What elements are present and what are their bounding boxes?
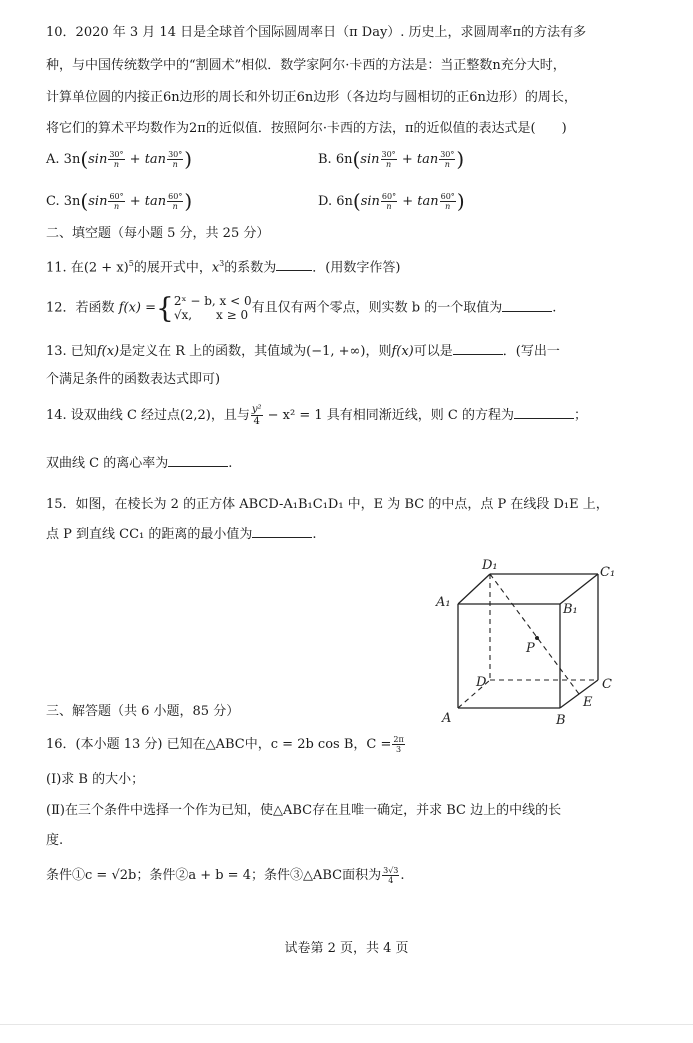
frac-den: 4 bbox=[253, 416, 260, 427]
page-footer: 试卷第 2 页，共 4 页 bbox=[284, 941, 409, 956]
edge-b1c1 bbox=[560, 574, 598, 604]
q11 bbox=[46, 255, 400, 277]
q10-line2: 种，与中国传统数学中的“割圆术”相似．数学家阿尔·卡西的方法是：当正整数n充分大时， bbox=[46, 58, 566, 73]
sin-text: sin bbox=[360, 194, 380, 209]
label-p: P bbox=[526, 641, 535, 656]
label-c: C bbox=[602, 677, 612, 692]
edge-a1d1 bbox=[458, 574, 490, 604]
label-c1: C₁ bbox=[600, 565, 616, 580]
q14-line2 bbox=[46, 454, 232, 473]
label-a: A bbox=[442, 711, 452, 726]
tan-text: tan bbox=[144, 152, 167, 167]
q14-line1 bbox=[46, 404, 587, 427]
q13-text-c: 可以是 bbox=[413, 344, 453, 359]
q13-fx: f(x) bbox=[96, 344, 120, 359]
q14-mid: − x² = 1 具有相同渐近线，则 C 的方程为 bbox=[263, 408, 514, 423]
answer-blank bbox=[276, 258, 312, 271]
q12-tail: . bbox=[552, 300, 557, 316]
frac-den: n bbox=[172, 202, 178, 211]
tan-text: tan bbox=[144, 194, 167, 209]
q13-text-d: ．(写出一 bbox=[502, 344, 560, 359]
q16-tail: . bbox=[400, 868, 405, 883]
frac-den: 3 bbox=[395, 745, 402, 754]
tan-text: tan bbox=[417, 194, 439, 209]
frac-num: 30° bbox=[109, 150, 124, 159]
frac-den: n bbox=[444, 160, 450, 169]
q12-case2: √x, x ≥ 0 bbox=[173, 308, 249, 322]
option-label: C. bbox=[46, 194, 60, 209]
q10-option-d: D. 6n(sin $\frac{60^\circ}{n}$ + tan $\frac{60^\circ}{n}$ ) bbox=[318, 189, 465, 213]
q12-case1: 2ˣ − b, x < 0 bbox=[173, 294, 252, 308]
answer-blank bbox=[168, 454, 228, 467]
q10-line3: 计算单位圆的内接正6n边形的周长和外切正6n边形（各边均与圆相切的正6n边形）的周长， bbox=[46, 90, 577, 105]
option-coef: 3n bbox=[63, 152, 81, 167]
q13-line2: 个满足条件的函数表达式即可) bbox=[46, 372, 221, 387]
section-3-heading: 三、解答题（共 6 小题，85 分） bbox=[46, 704, 240, 719]
frac-num: 30° bbox=[381, 150, 396, 159]
q15-tail: . bbox=[312, 527, 317, 542]
q11-expr: (2 + x) bbox=[83, 260, 129, 276]
q11-vexp: 3 bbox=[219, 259, 225, 268]
option-coef: 6n bbox=[335, 152, 353, 167]
frac-den: n bbox=[386, 202, 392, 211]
option-label: D. bbox=[318, 194, 333, 209]
section-2-heading: 二、填空题（每小题 5 分，共 25 分） bbox=[46, 226, 270, 241]
plus-text: + bbox=[397, 152, 417, 167]
q11-post: 的系数为 bbox=[224, 260, 277, 276]
answer-blank bbox=[514, 406, 574, 419]
frac-den: 4 bbox=[388, 876, 394, 885]
label-b: B bbox=[556, 713, 566, 728]
answer-blank bbox=[453, 342, 503, 355]
frac-num: 60° bbox=[109, 192, 124, 201]
q12: 12．若函数 f(x) ={ 2ˣ − b, x < 0 √x, x ≥ 0 有且仅有两个零点，则实数 b 的一个取值为 . bbox=[46, 291, 557, 325]
point-p bbox=[535, 636, 539, 640]
answer-blank bbox=[502, 299, 552, 312]
q11-exp: 5 bbox=[128, 259, 134, 268]
q11-tail: ．(用数字作答) bbox=[312, 260, 401, 276]
frac-den: n bbox=[445, 202, 451, 211]
q16-part2: (Ⅱ)在三个条件中选择一个作为已知，使△ABC存在且唯一确定，并求 BC 边上的中线的长 bbox=[46, 803, 562, 818]
frac-den: n bbox=[172, 160, 178, 169]
q11-pre: 11. 在 bbox=[46, 260, 84, 276]
q16-part2-cont: 度. bbox=[46, 833, 64, 848]
frac-den: n bbox=[386, 160, 392, 169]
q10-option-b: B. 6n(sin $\frac{30^\circ}{n}$ + tan $\frac{30^\circ}{n}$ ) bbox=[318, 147, 465, 171]
q16-head bbox=[46, 735, 406, 754]
frac-num: 60° bbox=[381, 192, 397, 201]
q13-text-a: 13. 已知 bbox=[46, 344, 97, 359]
sin-text: sin bbox=[360, 152, 380, 167]
q16-head-text: 16．(本小题 13 分) 已知在△ABC中，c = 2b cos B，C = bbox=[46, 737, 392, 752]
q15-line2-text: 点 P 到直线 CC₁ 的距离的最小值为 bbox=[46, 527, 253, 542]
option-coef: 6n bbox=[336, 194, 353, 209]
frac-num: 30° bbox=[168, 150, 183, 159]
plus-text: + bbox=[398, 194, 418, 209]
q12-post: 有且仅有两个零点，则实数 b 的一个取值为 bbox=[251, 300, 503, 316]
q15-line2 bbox=[46, 525, 317, 544]
q11-var: x bbox=[211, 260, 220, 276]
q10-line4: 将它们的算术平均数作为2π的近似值．按照阿尔·卡西的方法，π的近似值的表达式是( ) bbox=[46, 121, 567, 136]
frac-num: y² bbox=[251, 404, 262, 415]
frac-num: 60° bbox=[168, 192, 183, 201]
bottom-divider bbox=[0, 1024, 693, 1025]
q10-line1: 10．2020 年 3 月 14 日是全球首个国际圆周率日（π Day）. 历史上，求圆周率π的方法有多 bbox=[46, 25, 587, 40]
label-e: E bbox=[583, 695, 593, 710]
option-coef: 3n bbox=[63, 194, 81, 209]
q13-text-b: 是定义在 R 上的函数，其值域为(−1, +∞)，则 bbox=[119, 344, 392, 359]
q14-line2-text: 双曲线 C 的离心率为 bbox=[46, 456, 169, 471]
q11-mid: 的展开式中， bbox=[133, 260, 212, 276]
frac-num: 60° bbox=[440, 192, 455, 201]
label-d: D bbox=[476, 675, 487, 690]
q13-fx2: f(x) bbox=[391, 344, 414, 359]
q10-option-a: A. 3n(sin $\frac{30^\circ}{n}$ + tan $\frac{30^\circ}{n}$ ) bbox=[46, 147, 193, 171]
plus-text: + bbox=[125, 152, 145, 167]
q15-line1: 15．如图，在棱长为 2 的正方体 ABCD-A₁B₁C₁D₁ 中，E 为 BC 的中点，点 P 在线段 D₁E 上， bbox=[46, 497, 609, 512]
q16-cond-text: 条件①c = √2b；条件②a + b = 4；条件③△ABC面积为 bbox=[46, 868, 382, 883]
frac-num: 30° bbox=[440, 150, 455, 159]
q10-option-c: C. 3n(sin $\frac{60^\circ}{n}$ + tan $\frac{60^\circ}{n}$ ) bbox=[46, 189, 193, 213]
sin-text: sin bbox=[88, 152, 108, 167]
q16-part1: (Ⅰ)求 B 的大小； bbox=[46, 772, 145, 787]
label-a1: A₁ bbox=[436, 595, 451, 610]
q13-line1 bbox=[46, 342, 560, 361]
q12-pre: 12．若函数 bbox=[46, 300, 115, 316]
label-d1: D₁ bbox=[482, 558, 498, 573]
q14-pre: 14. 设双曲线 C 经过点(2,2)，且与 bbox=[46, 408, 250, 423]
option-label: A. bbox=[46, 152, 60, 167]
q16-conditions bbox=[46, 866, 405, 885]
q14-semi: ； bbox=[574, 408, 588, 423]
tan-text: tan bbox=[416, 152, 439, 167]
frac-den: n bbox=[113, 160, 120, 169]
frac-num: 3√3 bbox=[383, 866, 399, 875]
option-label: B. bbox=[318, 152, 332, 167]
answer-blank bbox=[252, 525, 312, 538]
plus-text: + bbox=[125, 194, 145, 209]
frac-den: n bbox=[113, 202, 120, 211]
cube-figure bbox=[428, 556, 618, 728]
label-b1: B₁ bbox=[563, 602, 578, 617]
frac-num: 2π bbox=[393, 735, 404, 744]
q12-fx: f(x) = bbox=[118, 300, 156, 316]
q14-tail: . bbox=[228, 456, 233, 471]
segment-d1e bbox=[490, 574, 579, 694]
sin-text: sin bbox=[88, 194, 108, 209]
